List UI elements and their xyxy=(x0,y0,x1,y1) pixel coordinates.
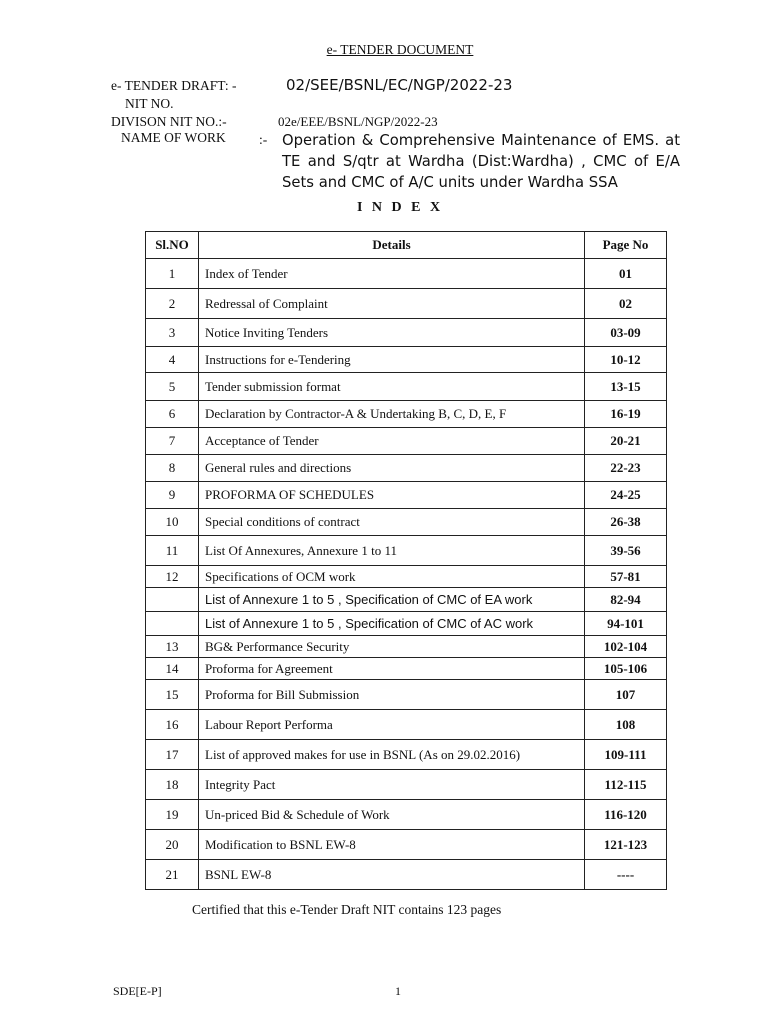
table-row xyxy=(146,680,667,710)
row-details-cell: List Of Annexures, Annexure 1 to 11 xyxy=(199,536,585,566)
row-slno-cell: 1 xyxy=(146,259,199,289)
column-header-details: Details xyxy=(199,232,585,259)
row-slno-cell xyxy=(146,588,199,612)
row-slno-cell: 17 xyxy=(146,740,199,770)
row-details-cell: Proforma for Agreement xyxy=(199,658,585,680)
footer-office-code: SDE[E-P] xyxy=(113,984,162,998)
row-slno-cell: 7 xyxy=(146,428,199,455)
row-slno-cell: 16 xyxy=(146,710,199,740)
document-title: e- TENDER DOCUMENT xyxy=(326,42,474,57)
table-row xyxy=(146,566,667,588)
row-slno-cell: 20 xyxy=(146,830,199,860)
row-details-cell: BG& Performance Security xyxy=(199,636,585,658)
table-row xyxy=(146,259,667,289)
row-page-cell: 107 xyxy=(585,680,667,710)
row-slno-cell: 11 xyxy=(146,536,199,566)
row-page-cell: 105-106 xyxy=(585,658,667,680)
row-details-cell: List of approved makes for use in BSNL (As on 29.02.2016) xyxy=(199,740,585,770)
row-page-cell: 03-09 xyxy=(585,319,667,347)
row-slno-cell xyxy=(146,612,199,636)
row-details-cell: General rules and directions xyxy=(199,455,585,482)
index-heading: I N D E X xyxy=(356,200,444,215)
row-page-cell: 57-81 xyxy=(585,566,667,588)
row-slno-cell: 19 xyxy=(146,800,199,830)
table-row xyxy=(146,373,667,401)
table-row xyxy=(146,636,667,658)
table-row xyxy=(146,830,667,860)
index-table xyxy=(145,231,667,890)
row-page-cell: 10-12 xyxy=(585,347,667,373)
nit-number: 02/SEE/BSNL/EC/NGP/2022-23 xyxy=(286,76,513,94)
row-details-cell: Special conditions of contract xyxy=(199,509,585,536)
table-row xyxy=(146,455,667,482)
row-details-cell: Tender submission format xyxy=(199,373,585,401)
row-slno-cell: 12 xyxy=(146,566,199,588)
row-details-cell: PROFORMA OF SCHEDULES xyxy=(199,482,585,509)
row-page-cell: 24-25 xyxy=(585,482,667,509)
certification-note: Certified that this e-Tender Draft NIT contains 123 pages xyxy=(192,902,502,917)
table-row xyxy=(146,770,667,800)
row-page-cell: 94-101 xyxy=(585,612,667,636)
row-page-cell: ---- xyxy=(585,860,667,890)
row-slno-cell: 9 xyxy=(146,482,199,509)
row-page-cell: 112-115 xyxy=(585,770,667,800)
table-row xyxy=(146,319,667,347)
row-page-cell: 116-120 xyxy=(585,800,667,830)
row-slno-cell: 5 xyxy=(146,373,199,401)
row-slno-cell: 4 xyxy=(146,347,199,373)
table-row xyxy=(146,536,667,566)
row-details-cell: Un-priced Bid & Schedule of Work xyxy=(199,800,585,830)
row-details-cell: BSNL EW-8 xyxy=(199,860,585,890)
row-details-cell: Instructions for e-Tendering xyxy=(199,347,585,373)
row-page-cell: 109-111 xyxy=(585,740,667,770)
row-details-cell: List of Annexure 1 to 5 , Specification of CMC of AC work xyxy=(199,612,585,636)
table-row xyxy=(146,482,667,509)
row-page-cell: 20-21 xyxy=(585,428,667,455)
table-row xyxy=(146,860,667,890)
row-slno-cell: 3 xyxy=(146,319,199,347)
row-page-cell: 01 xyxy=(585,259,667,289)
work-name-label: NAME OF WORK xyxy=(121,130,226,145)
row-details-cell: Modification to BSNL EW-8 xyxy=(199,830,585,860)
division-nit-number: 02e/EEE/BSNL/NGP/2022-23 xyxy=(278,114,438,129)
row-slno-cell: 6 xyxy=(146,401,199,428)
row-details-cell: Acceptance of Tender xyxy=(199,428,585,455)
row-page-cell: 39-56 xyxy=(585,536,667,566)
row-page-cell: 121-123 xyxy=(585,830,667,860)
row-slno-cell: 14 xyxy=(146,658,199,680)
table-row xyxy=(146,658,667,680)
row-page-cell: 102-104 xyxy=(585,636,667,658)
row-slno-cell: 15 xyxy=(146,680,199,710)
row-page-cell: 82-94 xyxy=(585,588,667,612)
row-details-cell: Notice Inviting Tenders xyxy=(199,319,585,347)
table-row xyxy=(146,289,667,319)
row-slno-cell: 18 xyxy=(146,770,199,800)
index-header-row xyxy=(146,232,667,259)
footer-page-number: 1 xyxy=(395,984,401,998)
row-slno-cell: 21 xyxy=(146,860,199,890)
row-page-cell: 16-19 xyxy=(585,401,667,428)
row-details-cell: Proforma for Bill Submission xyxy=(199,680,585,710)
nit-label-line2: NIT NO. xyxy=(125,96,174,111)
row-details-cell: Declaration by Contractor-A & Undertaking B, C, D, E, F xyxy=(199,401,585,428)
row-slno-cell: 10 xyxy=(146,509,199,536)
table-row xyxy=(146,401,667,428)
row-slno-cell: 2 xyxy=(146,289,199,319)
row-details-cell: Redressal of Complaint xyxy=(199,289,585,319)
table-row xyxy=(146,612,667,636)
row-page-cell: 22-23 xyxy=(585,455,667,482)
row-details-cell: Labour Report Performa xyxy=(199,710,585,740)
row-page-cell: 108 xyxy=(585,710,667,740)
table-row xyxy=(146,710,667,740)
table-row xyxy=(146,588,667,612)
row-details-cell: Index of Tender xyxy=(199,259,585,289)
row-details-cell: Specifications of OCM work xyxy=(199,566,585,588)
row-details-cell: List of Annexure 1 to 5 , Specification of CMC of EA work xyxy=(199,588,585,612)
row-page-cell: 26-38 xyxy=(585,509,667,536)
table-row xyxy=(146,800,667,830)
row-details-cell: Integrity Pact xyxy=(199,770,585,800)
row-slno-cell: 8 xyxy=(146,455,199,482)
column-header-slno: Sl.NO xyxy=(146,232,199,259)
work-name-value: Operation & Comprehensive Maintenance of EMS. at TE and S/qtr at Wardha (Dist:Wardha) , CMC of E/A Sets and CMC of A/C units under Wardha SSA xyxy=(282,132,680,191)
division-nit-label: DIVISON NIT NO.:- xyxy=(111,114,227,129)
work-name-colon: :- xyxy=(259,132,268,147)
table-row xyxy=(146,740,667,770)
row-page-cell: 13-15 xyxy=(585,373,667,401)
table-row xyxy=(146,347,667,373)
table-row xyxy=(146,509,667,536)
row-slno-cell: 13 xyxy=(146,636,199,658)
row-page-cell: 02 xyxy=(585,289,667,319)
table-row xyxy=(146,428,667,455)
column-header-page: Page No xyxy=(585,232,667,259)
nit-label-line1: e- TENDER DRAFT: - xyxy=(111,78,237,93)
